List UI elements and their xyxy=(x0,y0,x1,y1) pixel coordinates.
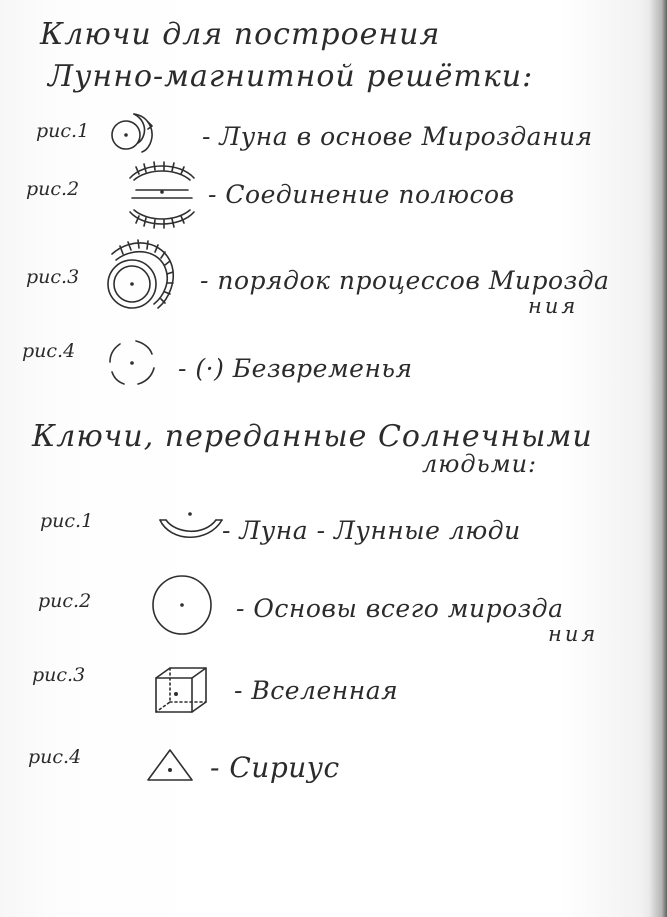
section2-title-line1: Ключи, переданные Солнечными xyxy=(32,419,593,454)
section1-title-line1: Ключи для построения xyxy=(40,17,441,52)
scan-edge-shadow xyxy=(649,0,667,917)
s2-item2-text: - Основы всего мирозда xyxy=(236,594,564,623)
triangle-dot-icon xyxy=(144,746,196,786)
crescent-moon-icon xyxy=(156,508,226,548)
poles-connection-icon xyxy=(124,160,200,232)
s2-item3-label: рис.3 xyxy=(32,664,86,686)
s1-item2-text: - Соединение полюсов xyxy=(208,180,515,209)
s2-item3-text: - Вселенная xyxy=(234,676,399,705)
moon-circle-arc-icon xyxy=(104,108,164,158)
section2-title-line2: людьми: xyxy=(422,450,538,478)
s2-item1-label: рис.1 xyxy=(40,510,94,532)
s1-item4-text: - (·) Безвременья xyxy=(178,354,413,383)
s1-item3-label: рис.3 xyxy=(26,266,80,288)
s1-item3-text-cont: ния xyxy=(528,294,579,318)
s1-item1-label: рис.1 xyxy=(36,120,90,142)
section1-title-line2: Лунно-магнитной решётки: xyxy=(48,59,534,94)
circle-hatched-arc-icon xyxy=(106,232,186,318)
s2-item4-label: рис.4 xyxy=(28,746,82,768)
s1-item2-label: рис.2 xyxy=(26,178,80,200)
s1-item4-label: рис.4 xyxy=(22,340,76,362)
s1-item1-text: - Луна в основе Мироздания xyxy=(202,122,593,151)
cube-dot-icon xyxy=(152,664,212,716)
s2-item2-text-cont: ния xyxy=(548,622,599,646)
s2-item2-label: рис.2 xyxy=(38,590,92,612)
s1-item3-text: - порядок процессов Мирозда xyxy=(200,266,610,295)
s2-item4-text: - Сириус xyxy=(210,751,340,784)
s2-item1-text: - Луна - Лунные люди xyxy=(222,516,521,545)
dashed-circle-dot-icon xyxy=(104,336,164,390)
circle-dot-icon xyxy=(150,572,216,638)
